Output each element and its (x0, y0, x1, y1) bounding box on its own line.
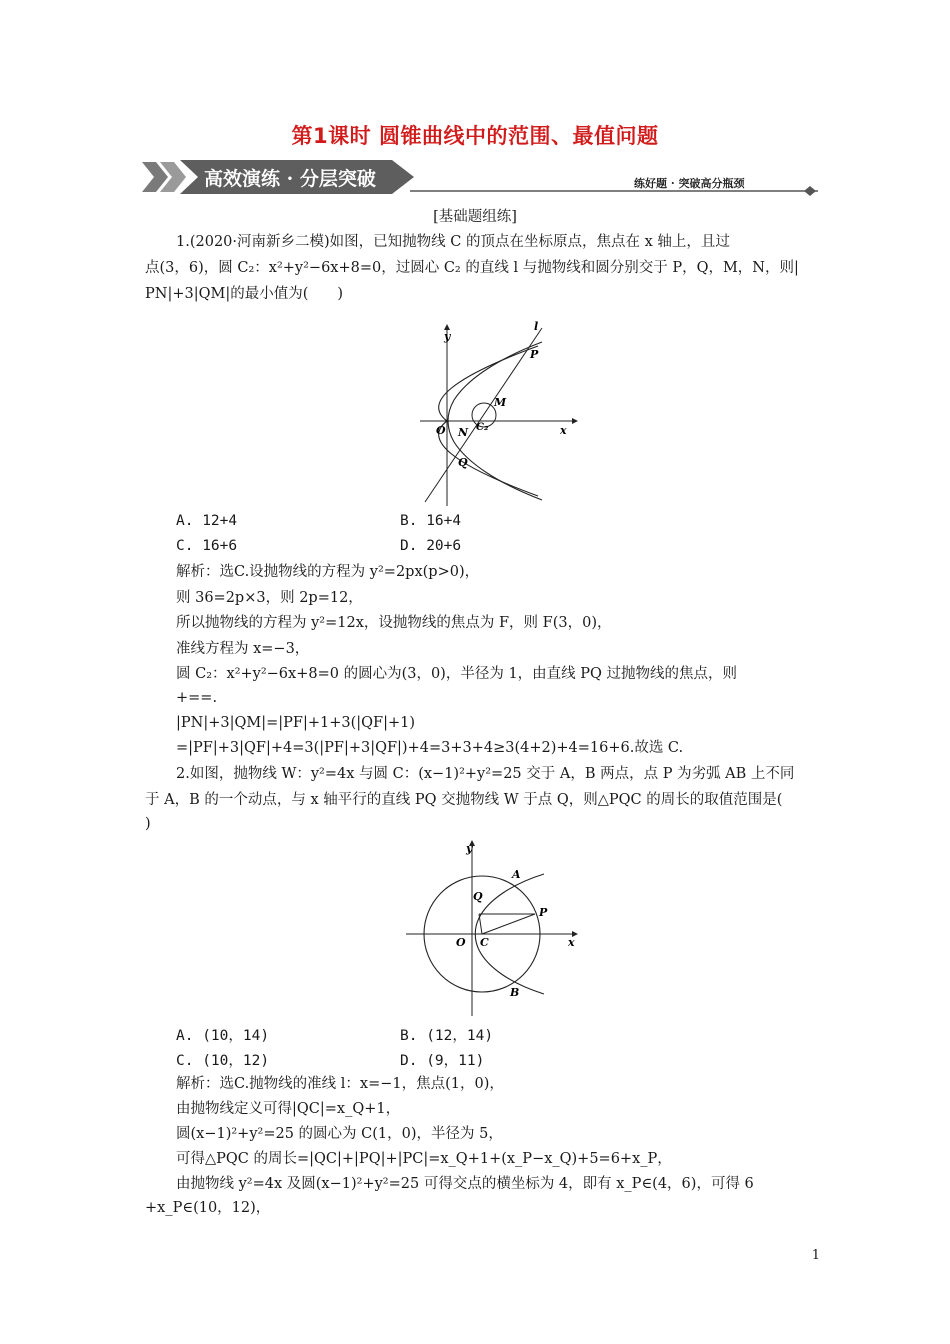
q1-solution-line: |PN|+3|QM|=|PF|+1+3(|QF|+1) (176, 715, 415, 731)
page-number: 1 (811, 1248, 820, 1263)
q1-line1: 1.(2020·河南新乡二模)如图，已知抛物线 C 的顶点在坐标原点，焦点在 x 轴上，且过 (176, 234, 730, 250)
q1-solution-line: 解析：选C.设抛物线的方程为 y²=2px(p>0)， (176, 564, 480, 580)
q2-solution-line: 圆(x−1)²+y²=25 的圆心为 C(1，0)，半径为 5， (176, 1126, 503, 1142)
q2-label-q: Q (473, 890, 483, 903)
q1-option-d: D. 20+6 (400, 538, 462, 554)
page-title: 第1课时 圆锥曲线中的范围、最值问题 (291, 124, 659, 148)
q2-solution-line: +x_P∈(10，12)， (145, 1200, 271, 1216)
q1-label-o: O (436, 424, 446, 437)
q2-label-x: x (568, 936, 575, 949)
q2-option-b: B. (12，14) (400, 1028, 494, 1044)
q2-label-o: O (456, 936, 466, 949)
q1-label-n: N (458, 426, 469, 439)
q2-label-c: C (480, 936, 489, 949)
section-banner (142, 158, 818, 196)
q1-label-y: y (444, 330, 451, 343)
q1-label-x: x (560, 424, 567, 437)
q2-line2: 于 A，B 的一个动点，与 x 轴平行的直线 PQ 交抛物线 W 于点 Q，则△PQC 的周长的取值范围是( (145, 792, 783, 808)
section-tag: [基础题组练] (433, 209, 517, 225)
q1-label-l: l (534, 320, 539, 333)
q2-solution-line: 由抛物线定义可得|QC|=x_Q+1， (176, 1101, 401, 1117)
q1-option-a: A. 12+4 (176, 513, 238, 529)
q1-line3: PN|+3|QM|的最小值为( ) (145, 286, 344, 302)
q1-solution-line: +==. (176, 690, 218, 706)
q2-label-p: P (539, 906, 548, 919)
q1-line2: 点(3，6)，圆 C₂：x²+y²−6x+8=0，过圆心 C₂ 的直线 l 与抛物线和圆分别交于 P，Q，M，N，则| (145, 260, 799, 276)
q2-figure (402, 838, 582, 1024)
q1-figure (410, 318, 580, 514)
q2-option-a: A. (10，14) (176, 1028, 270, 1044)
banner-right-text: 练好题 · 突破高分瓶颈 (634, 177, 745, 190)
q2-solution-line: 解析：选C.抛物线的准线 l：x=−1，焦点(1，0)， (176, 1076, 504, 1092)
q2-label-b: B (510, 986, 520, 999)
banner-graphic (142, 158, 818, 196)
q1-solution-line: 圆 C₂：x²+y²−6x+8=0 的圆心为(3，0)，半径为 1，由直线 PQ 过抛物线的焦点，则 (176, 666, 738, 682)
q1-solution-line: =|PF|+3|QF|+4=3(|PF|+3|QF|)+4=3+3+4≥3(4+2)+4=16+6.故选 C. (176, 740, 684, 756)
q1-option-b: B. 16+4 (400, 513, 462, 529)
q1-label-c2: C₂ (476, 422, 489, 433)
q2-option-c: C. (10，12) (176, 1053, 270, 1069)
q2-label-a: A (512, 868, 521, 881)
q1-label-p: P (530, 348, 539, 361)
q1-solution-line: 所以抛物线的方程为 y²=12x，设抛物线的焦点为 F，则 F(3，0)， (176, 615, 612, 631)
q1-solution-line: 则 36=2p×3，则 2p=12， (176, 590, 363, 606)
banner-left-text: 高效演练 · 分层突破 (204, 168, 376, 190)
q2-line1: 2.如图，抛物线 W：y²=4x 与圆 C：(x−1)²+y²=25 交于 A，B 两点，点 P 为劣弧 AB 上不同 (176, 766, 795, 782)
q1-label-q: Q (458, 456, 468, 469)
q2-option-d: D. (9，11) (400, 1053, 485, 1069)
q2-label-y: y (466, 842, 473, 855)
q2-solution-line: 由抛物线 y²=4x 及圆(x−1)²+y²=25 可得交点的横坐标为 4，即有 x_P∈(4，6)，可得 6 (176, 1176, 754, 1192)
q2-solution-line: 可得△PQC 的周长=|QC|+|PQ|+|PC|=x_Q+1+(x_P−x_Q)+5=6+x_P， (176, 1151, 672, 1167)
q1-option-c: C. 16+6 (176, 538, 238, 554)
q2-line3: ) (145, 816, 151, 832)
q1-label-m: M (494, 396, 507, 409)
q1-solution-line: 准线方程为 x=−3， (176, 641, 310, 657)
